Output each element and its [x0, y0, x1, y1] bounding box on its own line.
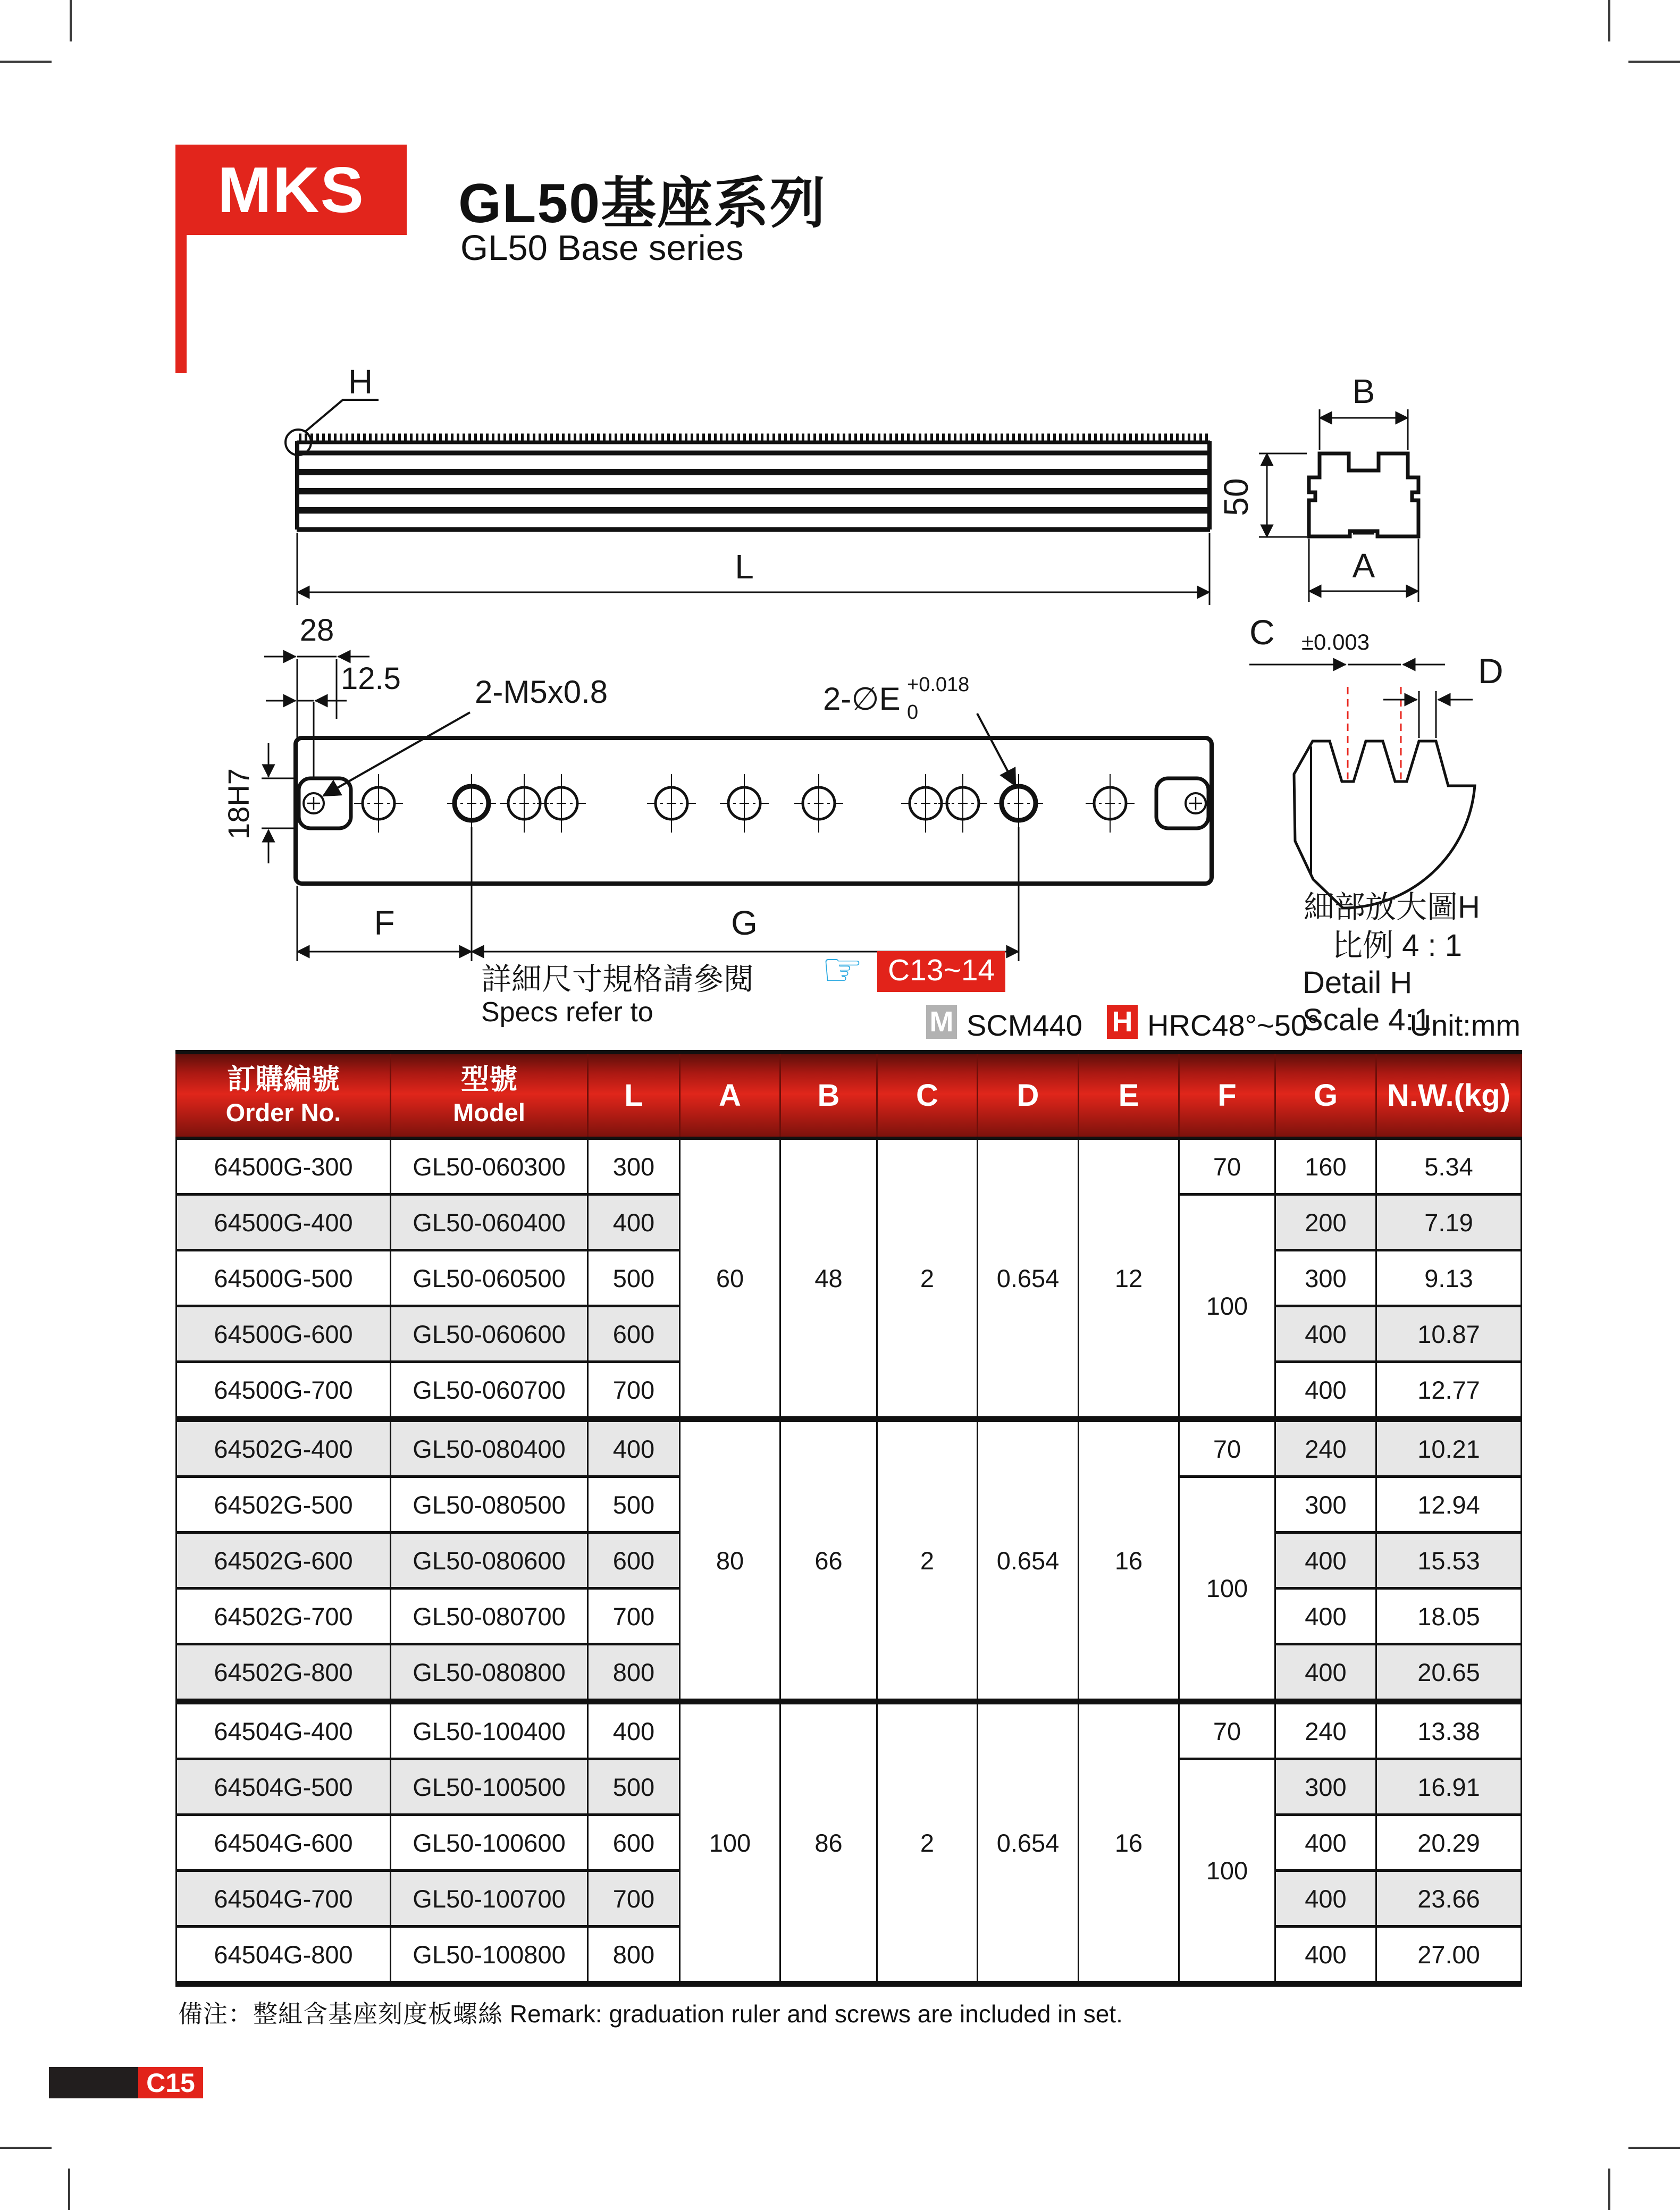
cell-l: 700: [588, 1589, 680, 1644]
cell-model: GL50-100800: [391, 1927, 588, 1984]
label-dim-12-5: 12.5: [341, 661, 401, 696]
cell-g: 400: [1275, 1927, 1376, 1984]
detail-title-zh: 細部放大圖H: [1304, 890, 1480, 925]
cell-order: 64500G-300: [177, 1138, 391, 1195]
cell-order: 64502G-800: [177, 1644, 391, 1702]
cell-d: 0.654: [978, 1419, 1079, 1702]
cell-l: 700: [588, 1871, 680, 1927]
cell-d: 0.654: [978, 1138, 1079, 1419]
cell-f: 100: [1179, 1195, 1275, 1419]
spec-table: [175, 1050, 1522, 1987]
label-thread: 2-M5x0.8: [475, 674, 608, 710]
cell-c: 2: [877, 1138, 978, 1419]
side-view-drawing: [285, 400, 1307, 605]
cell-b: 48: [780, 1138, 877, 1419]
material-badge: M: [926, 1005, 957, 1039]
cell-l: 300: [588, 1138, 680, 1195]
table-row: [177, 1138, 1522, 1195]
cell-model: GL50-100600: [391, 1815, 588, 1871]
cell-l: 400: [588, 1419, 680, 1477]
col-header-nw: N.W.(kg): [1376, 1052, 1522, 1138]
cell-l: 600: [588, 1306, 680, 1362]
cell-l: 400: [588, 1702, 680, 1759]
cell-l: 400: [588, 1195, 680, 1250]
cell-nw: 20.65: [1376, 1644, 1522, 1702]
label-detail-c: C: [1249, 612, 1275, 652]
cell-order: 64504G-800: [177, 1927, 391, 1984]
hardness-value: HRC48°~50°: [1147, 1009, 1320, 1042]
cell-g: 300: [1275, 1477, 1376, 1533]
cell-nw: 15.53: [1376, 1533, 1522, 1589]
cell-g: 240: [1275, 1419, 1376, 1477]
cell-f: 70: [1179, 1419, 1275, 1477]
page-title-zh: GL50基座系列: [458, 173, 827, 234]
cell-nw: 5.34: [1376, 1138, 1522, 1195]
remark-en: Remark: graduation ruler and screws are included in set.: [509, 2000, 1123, 2028]
cell-model: GL50-060400: [391, 1195, 588, 1250]
cell-l: 600: [588, 1533, 680, 1589]
label-hole-e: 2-∅E: [823, 681, 901, 717]
cell-g: 400: [1275, 1644, 1376, 1702]
table-row: [177, 1702, 1522, 1759]
unit-label: Unit:mm: [1409, 1009, 1521, 1042]
label-detail-d: D: [1478, 651, 1503, 691]
detail-scale-zh: 比例 4 : 1: [1332, 928, 1462, 963]
footer-black-bar: [49, 2067, 138, 2098]
cell-c: 2: [877, 1419, 978, 1702]
cell-model: GL50-080800: [391, 1644, 588, 1702]
cell-nw: 18.05: [1376, 1589, 1522, 1644]
mks-logo-text: MKS: [217, 154, 365, 226]
cell-order: 64502G-500: [177, 1477, 391, 1533]
cell-order: 64504G-500: [177, 1759, 391, 1815]
cell-l: 700: [588, 1362, 680, 1419]
col-header-e: E: [1079, 1052, 1179, 1138]
label-length-l: L: [735, 548, 754, 586]
cell-e: 12: [1079, 1138, 1179, 1419]
cell-g: 240: [1275, 1702, 1376, 1759]
cell-g: 300: [1275, 1250, 1376, 1306]
cell-l: 800: [588, 1927, 680, 1984]
cell-nw: 12.94: [1376, 1477, 1522, 1533]
cell-nw: 7.19: [1376, 1195, 1522, 1250]
cell-l: 500: [588, 1250, 680, 1306]
material-value: SCM440: [967, 1009, 1082, 1042]
cell-g: 400: [1275, 1815, 1376, 1871]
cell-g: 200: [1275, 1195, 1376, 1250]
cell-d: 0.654: [978, 1702, 1079, 1984]
cell-g: 160: [1275, 1138, 1376, 1195]
specs-note-zh: 詳細尺寸規格請參閱: [481, 962, 754, 996]
cell-model: GL50-080400: [391, 1419, 588, 1477]
cell-model: GL50-080500: [391, 1477, 588, 1533]
label-height-50: 50: [1217, 478, 1255, 516]
specs-note-en: Specs refer to: [481, 997, 653, 1028]
cell-model: GL50-080600: [391, 1533, 588, 1589]
cell-l: 800: [588, 1644, 680, 1702]
label-dim-g: G: [731, 904, 758, 942]
cell-model: GL50-060300: [391, 1138, 588, 1195]
cell-nw: 20.29: [1376, 1815, 1522, 1871]
cell-nw: 10.87: [1376, 1306, 1522, 1362]
cell-nw: 13.38: [1376, 1702, 1522, 1759]
col-header-a: A: [680, 1052, 780, 1138]
label-dim-f: F: [374, 904, 395, 942]
cell-l: 500: [588, 1477, 680, 1533]
label-width-a: A: [1352, 547, 1375, 585]
cell-nw: 23.66: [1376, 1871, 1522, 1927]
cell-b: 66: [780, 1419, 877, 1702]
cell-e: 16: [1079, 1702, 1179, 1984]
page-number-badge: [138, 2067, 203, 2098]
col-header-order: 訂購編號 Order No.: [177, 1052, 391, 1138]
cell-model: GL50-060600: [391, 1306, 588, 1362]
label-h-callout: H: [348, 363, 373, 401]
cell-e: 16: [1079, 1419, 1179, 1702]
cell-model: GL50-100400: [391, 1702, 588, 1759]
cell-g: 400: [1275, 1362, 1376, 1419]
cell-f: 70: [1179, 1138, 1275, 1195]
label-detail-c-tol: ±0.003: [1301, 629, 1370, 654]
cell-l: 600: [588, 1815, 680, 1871]
cell-model: GL50-060500: [391, 1250, 588, 1306]
cell-model: GL50-080700: [391, 1589, 588, 1644]
label-hole-tol-up: +0.018: [907, 674, 970, 696]
spec-table-wrapper: [175, 1050, 1522, 1987]
cell-order: 64502G-400: [177, 1419, 391, 1477]
cell-nw: 27.00: [1376, 1927, 1522, 1984]
page-number: C15: [146, 2068, 195, 2098]
label-dim-28: 28: [299, 613, 334, 648]
col-header-c: C: [877, 1052, 978, 1138]
cell-f: 100: [1179, 1759, 1275, 1984]
cell-nw: 16.91: [1376, 1759, 1522, 1815]
cell-nw: 9.13: [1376, 1250, 1522, 1306]
detail-title-en: Detail H: [1303, 965, 1413, 1000]
cell-f: 70: [1179, 1702, 1275, 1759]
cell-a: 80: [680, 1419, 780, 1702]
cell-model: GL50-100500: [391, 1759, 588, 1815]
cell-f: 100: [1179, 1477, 1275, 1702]
pointing-hand-icon: ☞: [821, 943, 863, 996]
cell-g: 300: [1275, 1759, 1376, 1815]
col-header-l: L: [588, 1052, 680, 1138]
cell-nw: 12.77: [1376, 1362, 1522, 1419]
cell-g: 400: [1275, 1533, 1376, 1589]
remark-note: [178, 1995, 1123, 2030]
cell-order: 64504G-400: [177, 1702, 391, 1759]
cell-g: 400: [1275, 1306, 1376, 1362]
cell-g: 400: [1275, 1871, 1376, 1927]
cell-b: 86: [780, 1702, 877, 1984]
cell-order: 64500G-600: [177, 1306, 391, 1362]
cell-model: GL50-060700: [391, 1362, 588, 1419]
cell-model: GL50-100700: [391, 1871, 588, 1927]
cell-order: 64500G-400: [177, 1195, 391, 1250]
cell-c: 2: [877, 1702, 978, 1984]
cell-order: 64500G-700: [177, 1362, 391, 1419]
mks-logo: [175, 145, 407, 235]
remark-zh: 備注：整組含基座刻度板螺絲: [178, 2000, 503, 2028]
cell-l: 500: [588, 1759, 680, 1815]
col-header-b: B: [780, 1052, 877, 1138]
table-row: [177, 1419, 1522, 1477]
col-header-model: 型號 Model: [391, 1052, 588, 1138]
col-header-f: F: [1179, 1052, 1275, 1138]
cell-a: 60: [680, 1138, 780, 1419]
cell-order: 64500G-500: [177, 1250, 391, 1306]
cell-order: 64502G-700: [177, 1589, 391, 1644]
detail-h-drawing: [1249, 665, 1475, 908]
table-header-row: [177, 1052, 1522, 1138]
cell-a: 100: [680, 1702, 780, 1984]
cell-nw: 10.21: [1376, 1419, 1522, 1477]
hardness-badge: H: [1107, 1005, 1138, 1039]
h-leader-line: [305, 400, 379, 432]
cell-order: 64504G-600: [177, 1815, 391, 1871]
cell-order: 64502G-600: [177, 1533, 391, 1589]
col-header-g: G: [1275, 1052, 1376, 1138]
cell-order: 64504G-700: [177, 1871, 391, 1927]
label-hole-tol-low: 0: [907, 701, 919, 724]
specs-ref-badge[interactable]: C13~14: [877, 951, 1005, 992]
page-title-en: GL50 Base series: [460, 228, 744, 268]
label-width-b: B: [1352, 372, 1375, 410]
col-header-d: D: [978, 1052, 1079, 1138]
label-18h7: 18H7: [222, 768, 255, 839]
cell-g: 400: [1275, 1589, 1376, 1644]
detail-scale-en: Scale 4:1: [1303, 1003, 1431, 1037]
